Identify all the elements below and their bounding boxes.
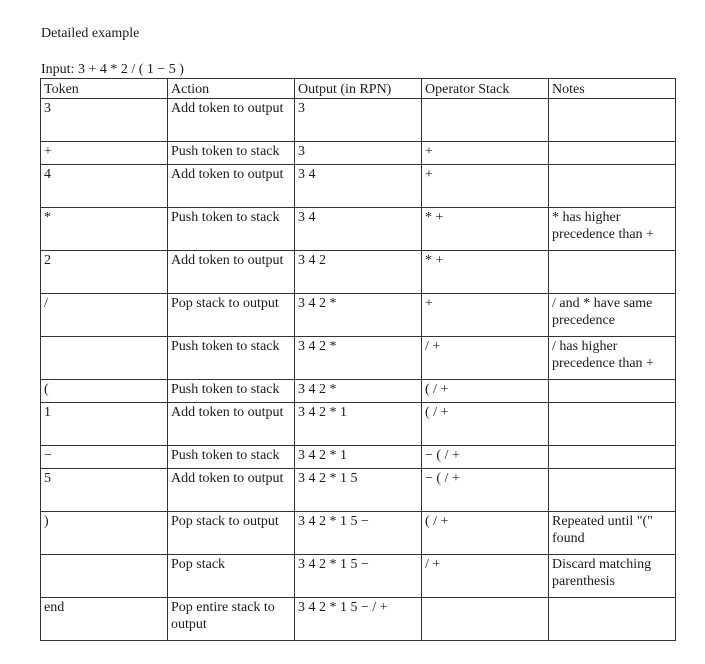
cell-action: Add token to output bbox=[168, 403, 295, 446]
cell-stack: − ( / + bbox=[422, 446, 549, 469]
cell-notes bbox=[549, 165, 676, 208]
cell-token: 2 bbox=[41, 251, 168, 294]
cell-notes: Discard matching parenthesis bbox=[549, 555, 676, 598]
cell-action: Pop stack to output bbox=[168, 294, 295, 337]
cell-action: Push token to stack bbox=[168, 208, 295, 251]
cell-output: 3 bbox=[295, 99, 422, 142]
table-row bbox=[41, 294, 676, 337]
cell-notes bbox=[549, 99, 676, 142]
table-row bbox=[41, 99, 676, 142]
header-operator-stack: Operator Stack bbox=[422, 79, 549, 99]
cell-stack: − ( / + bbox=[422, 469, 549, 512]
cell-token bbox=[41, 337, 168, 380]
cell-notes: * has higher precedence than + bbox=[549, 208, 676, 251]
cell-action: Add token to output bbox=[168, 469, 295, 512]
cell-output: 3 4 2 * 1 5 bbox=[295, 469, 422, 512]
cell-action: Push token to stack bbox=[168, 380, 295, 403]
cell-action: Push token to stack bbox=[168, 446, 295, 469]
cell-stack: ( / + bbox=[422, 512, 549, 555]
table-row bbox=[41, 165, 676, 208]
table-row bbox=[41, 380, 676, 403]
header-notes: Notes bbox=[549, 79, 676, 99]
cell-token: ( bbox=[41, 380, 168, 403]
cell-output: 3 4 2 * bbox=[295, 380, 422, 403]
cell-token bbox=[41, 555, 168, 598]
cell-notes bbox=[549, 142, 676, 165]
table-row bbox=[41, 142, 676, 165]
cell-notes bbox=[549, 598, 676, 641]
cell-stack: + bbox=[422, 294, 549, 337]
cell-stack: ( / + bbox=[422, 380, 549, 403]
cell-notes bbox=[549, 251, 676, 294]
cell-token: 3 bbox=[41, 99, 168, 142]
table-header-row bbox=[41, 79, 676, 99]
cell-token: / bbox=[41, 294, 168, 337]
cell-token: * bbox=[41, 208, 168, 251]
cell-output: 3 4 bbox=[295, 208, 422, 251]
cell-output: 3 4 bbox=[295, 165, 422, 208]
cell-stack: ( / + bbox=[422, 403, 549, 446]
cell-notes bbox=[549, 403, 676, 446]
cell-token: ) bbox=[41, 512, 168, 555]
cell-action: Add token to output bbox=[168, 99, 295, 142]
table-body bbox=[41, 99, 676, 641]
table-row bbox=[41, 598, 676, 641]
header-token: Token bbox=[41, 79, 168, 99]
cell-token: 4 bbox=[41, 165, 168, 208]
cell-token: + bbox=[41, 142, 168, 165]
cell-stack: * + bbox=[422, 251, 549, 294]
cell-action: Push token to stack bbox=[168, 337, 295, 380]
cell-output: 3 4 2 * 1 5 − bbox=[295, 555, 422, 598]
cell-output: 3 bbox=[295, 142, 422, 165]
cell-notes bbox=[549, 469, 676, 512]
header-action: Action bbox=[168, 79, 295, 99]
table-row bbox=[41, 208, 676, 251]
cell-token: end bbox=[41, 598, 168, 641]
cell-notes: / has higher precedence than + bbox=[549, 337, 676, 380]
cell-action: Push token to stack bbox=[168, 142, 295, 165]
cell-action: Pop entire stack to output bbox=[168, 598, 295, 641]
header-output: Output (in RPN) bbox=[295, 79, 422, 99]
cell-token: 1 bbox=[41, 403, 168, 446]
cell-output: 3 4 2 * 1 5 − / + bbox=[295, 598, 422, 641]
cell-stack: * + bbox=[422, 208, 549, 251]
cell-notes bbox=[549, 380, 676, 403]
table-row bbox=[41, 337, 676, 380]
cell-output: 3 4 2 * bbox=[295, 294, 422, 337]
table-row bbox=[41, 403, 676, 446]
cell-action: Add token to output bbox=[168, 165, 295, 208]
input-expression: Input: 3 + 4 * 2 / ( 1 − 5 ) bbox=[41, 62, 184, 77]
table-row bbox=[41, 446, 676, 469]
cell-action: Pop stack to output bbox=[168, 512, 295, 555]
cell-stack: / + bbox=[422, 555, 549, 598]
cell-token: 5 bbox=[41, 469, 168, 512]
cell-stack bbox=[422, 99, 549, 142]
cell-stack: + bbox=[422, 165, 549, 208]
cell-stack: + bbox=[422, 142, 549, 165]
cell-action: Add token to output bbox=[168, 251, 295, 294]
cell-output: 3 4 2 * bbox=[295, 337, 422, 380]
cell-action: Pop stack bbox=[168, 555, 295, 598]
cell-output: 3 4 2 * 1 bbox=[295, 446, 422, 469]
shunting-yard-table bbox=[40, 78, 676, 641]
cell-output: 3 4 2 bbox=[295, 251, 422, 294]
cell-stack bbox=[422, 598, 549, 641]
document-heading: Detailed example bbox=[41, 26, 140, 41]
cell-output: 3 4 2 * 1 5 − bbox=[295, 512, 422, 555]
table-row bbox=[41, 251, 676, 294]
table-row bbox=[41, 555, 676, 598]
cell-notes: / and * have same precedence bbox=[549, 294, 676, 337]
cell-notes bbox=[549, 446, 676, 469]
table-row bbox=[41, 512, 676, 555]
cell-stack: / + bbox=[422, 337, 549, 380]
cell-notes: Repeated until "(" found bbox=[549, 512, 676, 555]
cell-token: − bbox=[41, 446, 168, 469]
table-row bbox=[41, 469, 676, 512]
cell-output: 3 4 2 * 1 bbox=[295, 403, 422, 446]
